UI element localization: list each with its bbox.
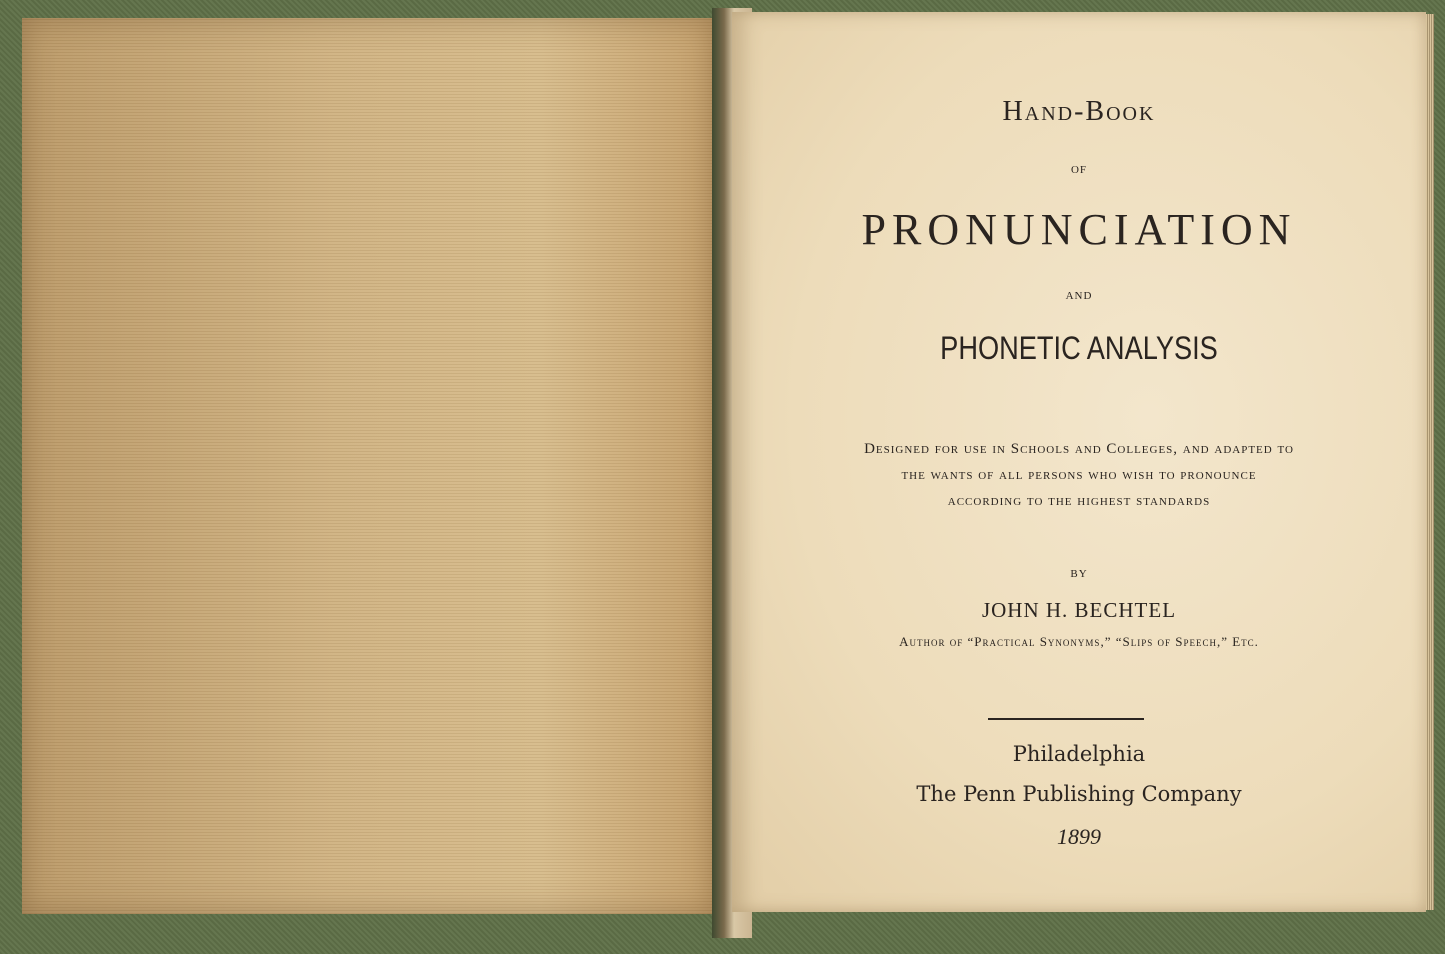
divider-rule: [988, 718, 1144, 720]
by-label: BY: [1070, 568, 1088, 580]
author-name: JOHN H. BECHTEL: [981, 598, 1177, 622]
description-line-2: the wants of all persons who wish to pronounce: [901, 467, 1257, 483]
title-pronunciation: PRONUNCIATION: [861, 205, 1297, 254]
title-of: OF: [1070, 164, 1088, 176]
endpaper-left-page: [22, 18, 714, 914]
imprint-year: 1899: [1057, 824, 1101, 849]
title-handbook: Hand-Book: [1002, 96, 1156, 127]
description-line-1: Designed for use in Schools and Colleges, and adapted to: [864, 441, 1294, 457]
title-and: AND: [1065, 290, 1093, 302]
imprint-publisher: The Penn Publishing Company: [916, 782, 1242, 806]
title-phonetic-analysis: PHONETIC ANALYSIS: [940, 330, 1218, 366]
author-credits: Author of “Practical Synonyms,” “Slips of Speech,” Etc.: [899, 634, 1259, 649]
description-line-3: according to the highest standards: [947, 493, 1211, 509]
imprint-place: Philadelphia: [1012, 742, 1146, 766]
title-page: [732, 12, 1426, 912]
description: [732, 436, 1426, 514]
